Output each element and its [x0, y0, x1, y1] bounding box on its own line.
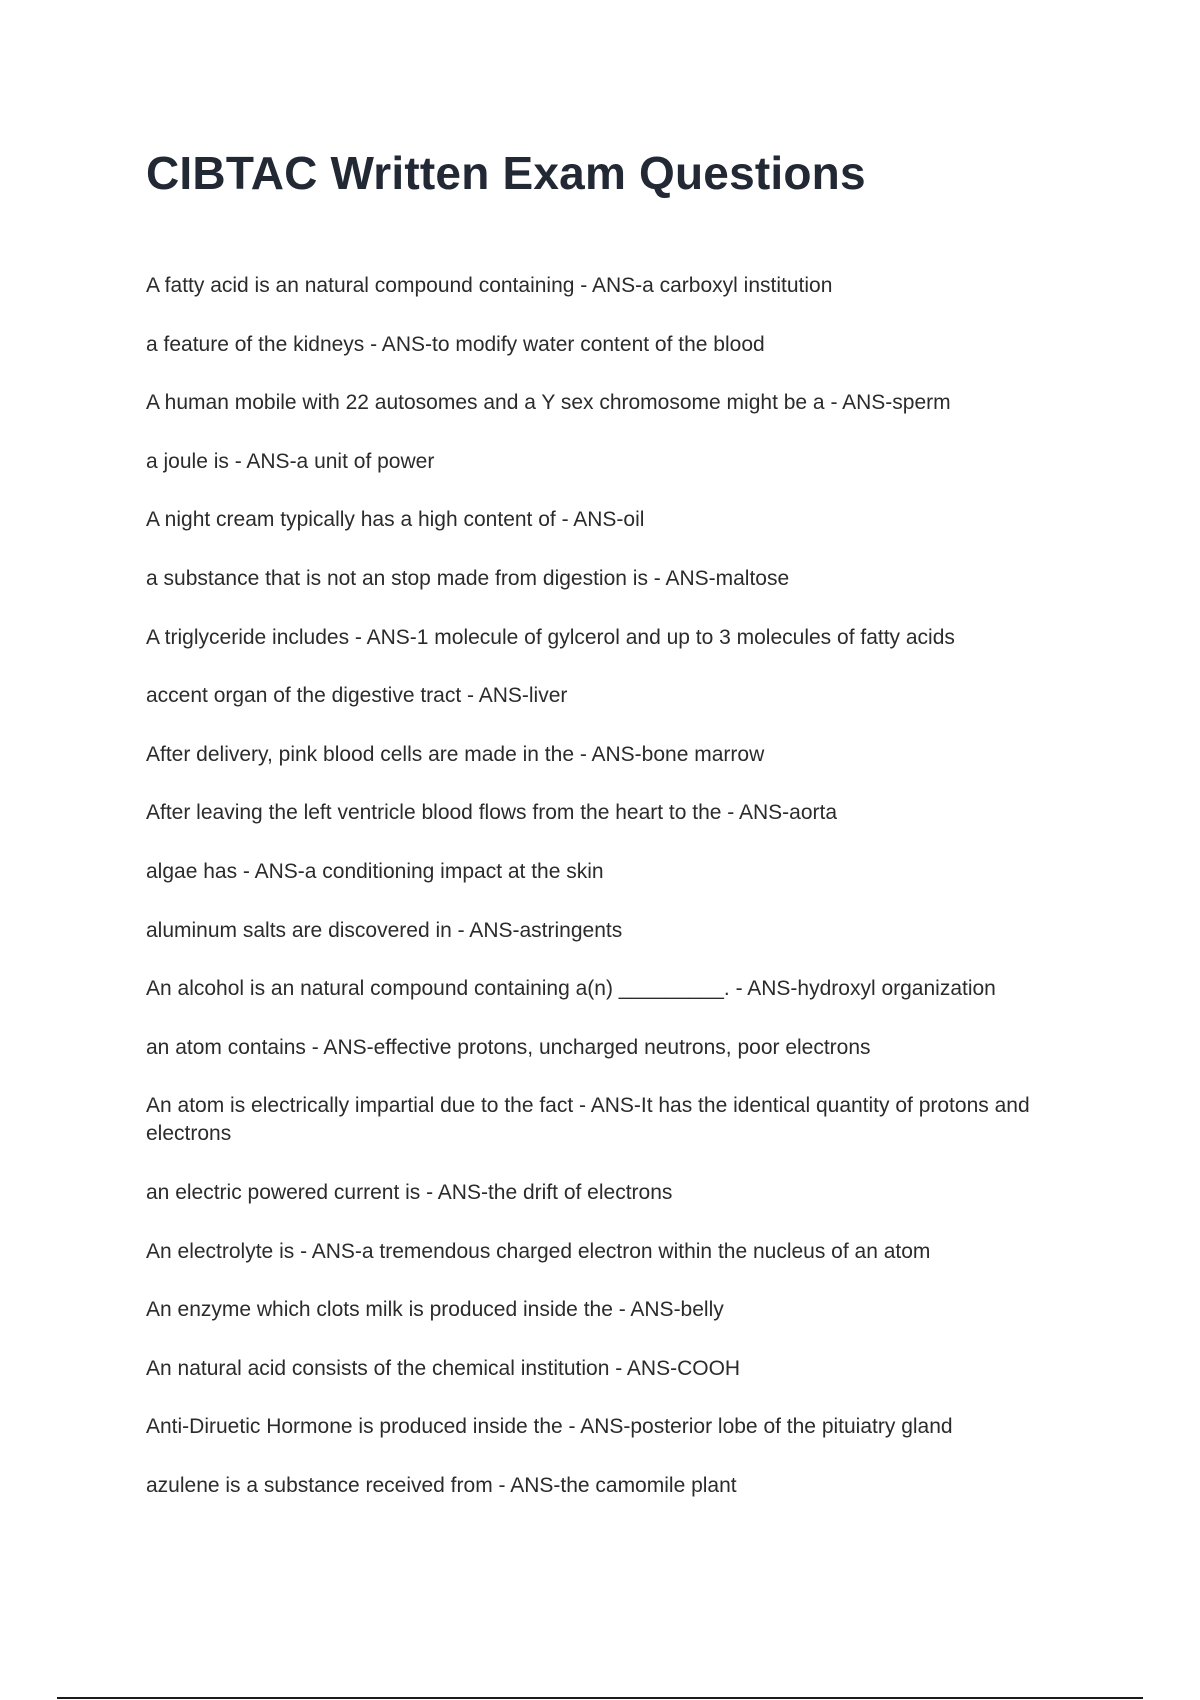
list-item: A human mobile with 22 autosomes and a Y sex chromosome might be a - ANS-sperm — [146, 391, 951, 415]
list-item: An electrolyte is - ANS-a tremendous charged electron within the nucleus of an atom — [146, 1239, 931, 1263]
list-item: After delivery, pink blood cells are made in the - ANS-bone marrow — [146, 742, 765, 766]
page-title: CIBTAC Written Exam Questions — [146, 147, 866, 199]
list-item: a joule is - ANS-a unit of power — [146, 449, 435, 473]
list-item: An alcohol is an natural compound containing a(n) _________. - ANS-hydroxyl organization — [146, 977, 996, 1001]
list-item: A triglyceride includes - ANS-1 molecule of gylcerol and up to 3 molecules of fatty acids — [146, 625, 955, 649]
list-item: accent organ of the digestive tract - ANS-liver — [146, 684, 568, 708]
list-item: a substance that is not an stop made from digestion is - ANS-maltose — [146, 566, 790, 590]
list-item: aluminum salts are discovered in - ANS-astringents — [146, 918, 623, 942]
list-item: Anti-Diruetic Hormone is produced inside the - ANS-posterior lobe of the pituiatry gland — [146, 1415, 953, 1439]
list-item: A night cream typically has a high content of - ANS-oil — [146, 508, 645, 532]
list-item: algae has - ANS-a conditioning impact at the skin — [146, 859, 604, 883]
bottom-divider — [57, 1697, 1143, 1699]
list-item: a feature of the kidneys - ANS-to modify water content of the blood — [146, 332, 765, 356]
list-item: An natural acid consists of the chemical institution - ANS-COOH — [146, 1356, 741, 1380]
question-list — [146, 272, 1046, 1530]
list-item: A fatty acid is an natural compound containing - ANS-a carboxyl institution — [146, 274, 833, 297]
list-item: After leaving the left ventricle blood flows from the heart to the - ANS-aorta — [146, 801, 838, 825]
list-item: An enzyme which clots milk is produced inside the - ANS-belly — [146, 1298, 724, 1322]
list-item: an electric powered current is - ANS-the drift of electrons — [146, 1180, 673, 1204]
list-item: azulene is a substance received from - ANS-the camomile plant — [146, 1473, 737, 1497]
list-item: an atom contains - ANS-effective protons, uncharged neutrons, poor electrons — [146, 1035, 871, 1059]
list-item: An atom is electrically impartial due to the fact - ANS-It has the identical quantity of protons and electrons — [146, 1094, 1030, 1146]
